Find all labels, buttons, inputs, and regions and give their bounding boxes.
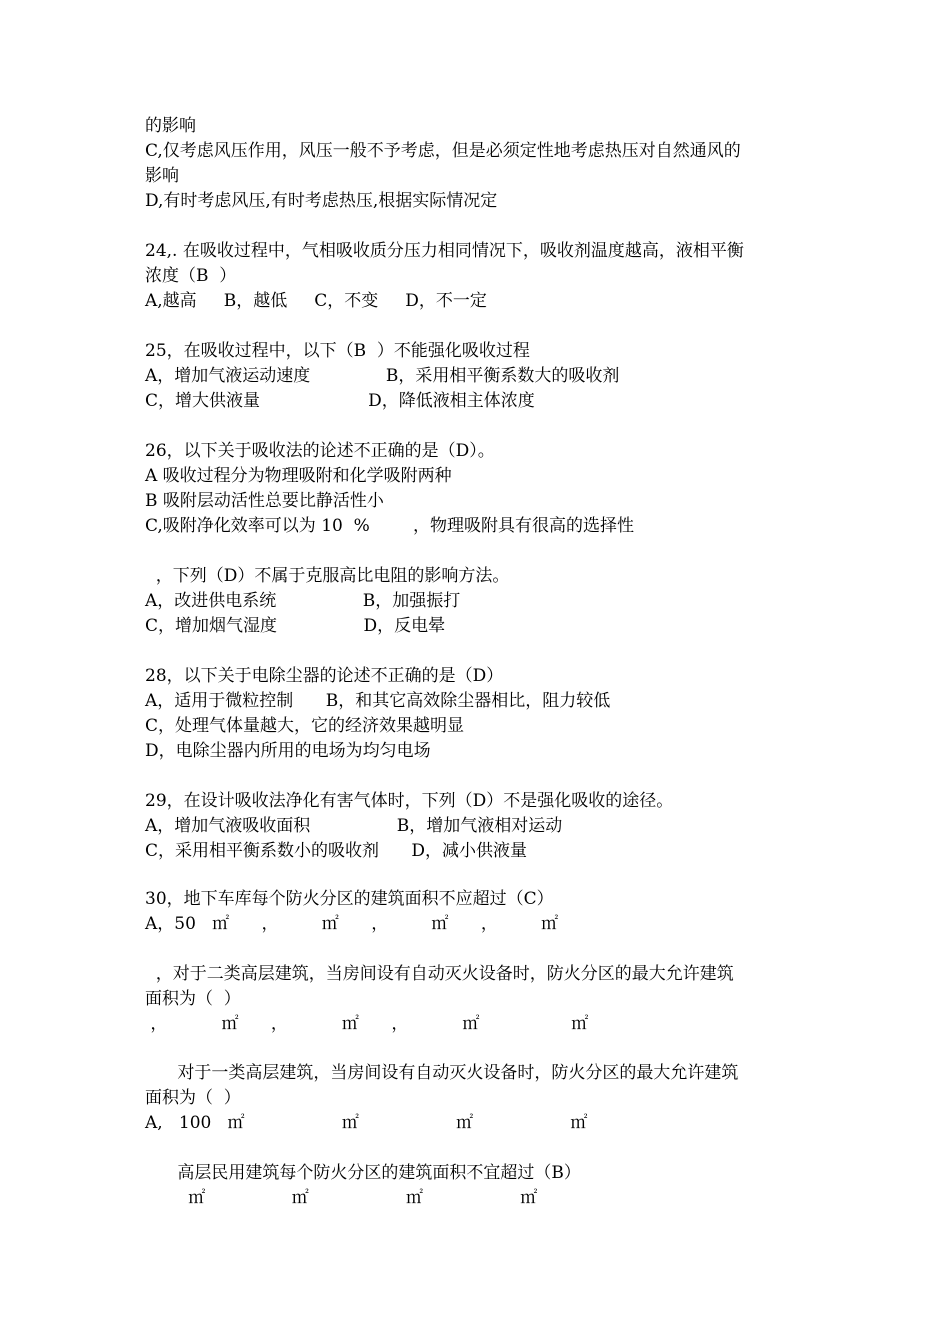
text-line: 影响 (145, 166, 179, 186)
question-25-options: A，增加气液运动速度 B，采用相平衡系数大的吸收剂 (145, 366, 620, 386)
question-29-line: 29，在设计吸收法净化有害气体时，下列（D）不是强化吸收的途径。 (145, 791, 674, 811)
question-31-line: 面积为（ ） (145, 989, 241, 1009)
question-30-options: A，50 ㎡ ， ㎡ ， ㎡ ， ㎡ (145, 914, 559, 934)
question-28-option: D，电除尘器内所用的电场为均匀电场 (145, 741, 431, 761)
question-31-line: ，对于二类高层建筑，当房间设有自动灭火设备时，防火分区的最大允许建筑 (145, 964, 734, 984)
question-33-line: 高层民用建筑每个防火分区的建筑面积不宜超过（B） (145, 1163, 581, 1183)
question-29-options: C，采用相平衡系数小的吸收剂 D，减小供液量 (145, 841, 528, 861)
question-32-options: A, 100 ㎡ ㎡ ㎡ ㎡ (145, 1113, 588, 1133)
question-30-line: 30，地下车库每个防火分区的建筑面积不应超过（C） (145, 889, 554, 909)
question-27-line: ，下列（D）不属于克服高比电阻的影响方法。 (145, 566, 510, 586)
question-28-option: C，处理气体量越大，它的经济效果越明显 (145, 716, 465, 736)
text-line: C,仅考虑风压作用，风压一般不予考虑，但是必须定性地考虑热压对自然通风的 (145, 141, 741, 161)
question-24-line: 24,. 在吸收过程中，气相吸收质分压力相同情况下，吸收剂温度越高，液相平衡 (145, 241, 744, 261)
question-27-options: A，改进供电系统 B，加强振打 (145, 591, 461, 611)
text-line: D,有时考虑风压,有时考虑热压,根据实际情况定 (145, 191, 498, 211)
question-28-line: 28，以下关于电除尘器的论述不正确的是（D） (145, 666, 504, 686)
question-25-line: 25，在吸收过程中，以下（B ）不能强化吸收过程 (145, 341, 530, 361)
question-26-line: 26，以下关于吸收法的论述不正确的是（D）。 (145, 441, 495, 461)
question-25-options: C，增大供液量 D，降低液相主体浓度 (145, 391, 535, 411)
text-line: 的影响 (145, 116, 196, 136)
question-26-option: C,吸附净化效率可以为 10 % ，物理吸附具有很高的选择性 (145, 516, 635, 536)
question-32-line: 对于一类高层建筑，当房间设有自动灭火设备时，防火分区的最大允许建筑 (145, 1063, 739, 1083)
question-32-line: 面积为（ ） (145, 1088, 241, 1108)
question-33-options: ㎡ ㎡ ㎡ ㎡ (145, 1188, 538, 1208)
question-28-option: A，适用于微粒控制 B，和其它高效除尘器相比，阻力较低 (145, 691, 611, 711)
question-27-options: C，增加烟气湿度 D，反电晕 (145, 616, 446, 636)
question-24-line: 浓度（B ） (145, 266, 237, 286)
question-24-options: A,越高 B，越低 C，不变 D，不一定 (145, 291, 487, 311)
question-29-options: A，增加气液吸收面积 B，增加气液相对运动 (145, 816, 563, 836)
question-31-options: ， ㎡ ， ㎡ ， ㎡ ㎡ (145, 1014, 589, 1034)
question-26-option: A 吸收过程分为物理吸附和化学吸附两种 (145, 466, 452, 486)
question-26-option: B 吸附层动活性总要比静活性小 (145, 491, 384, 511)
